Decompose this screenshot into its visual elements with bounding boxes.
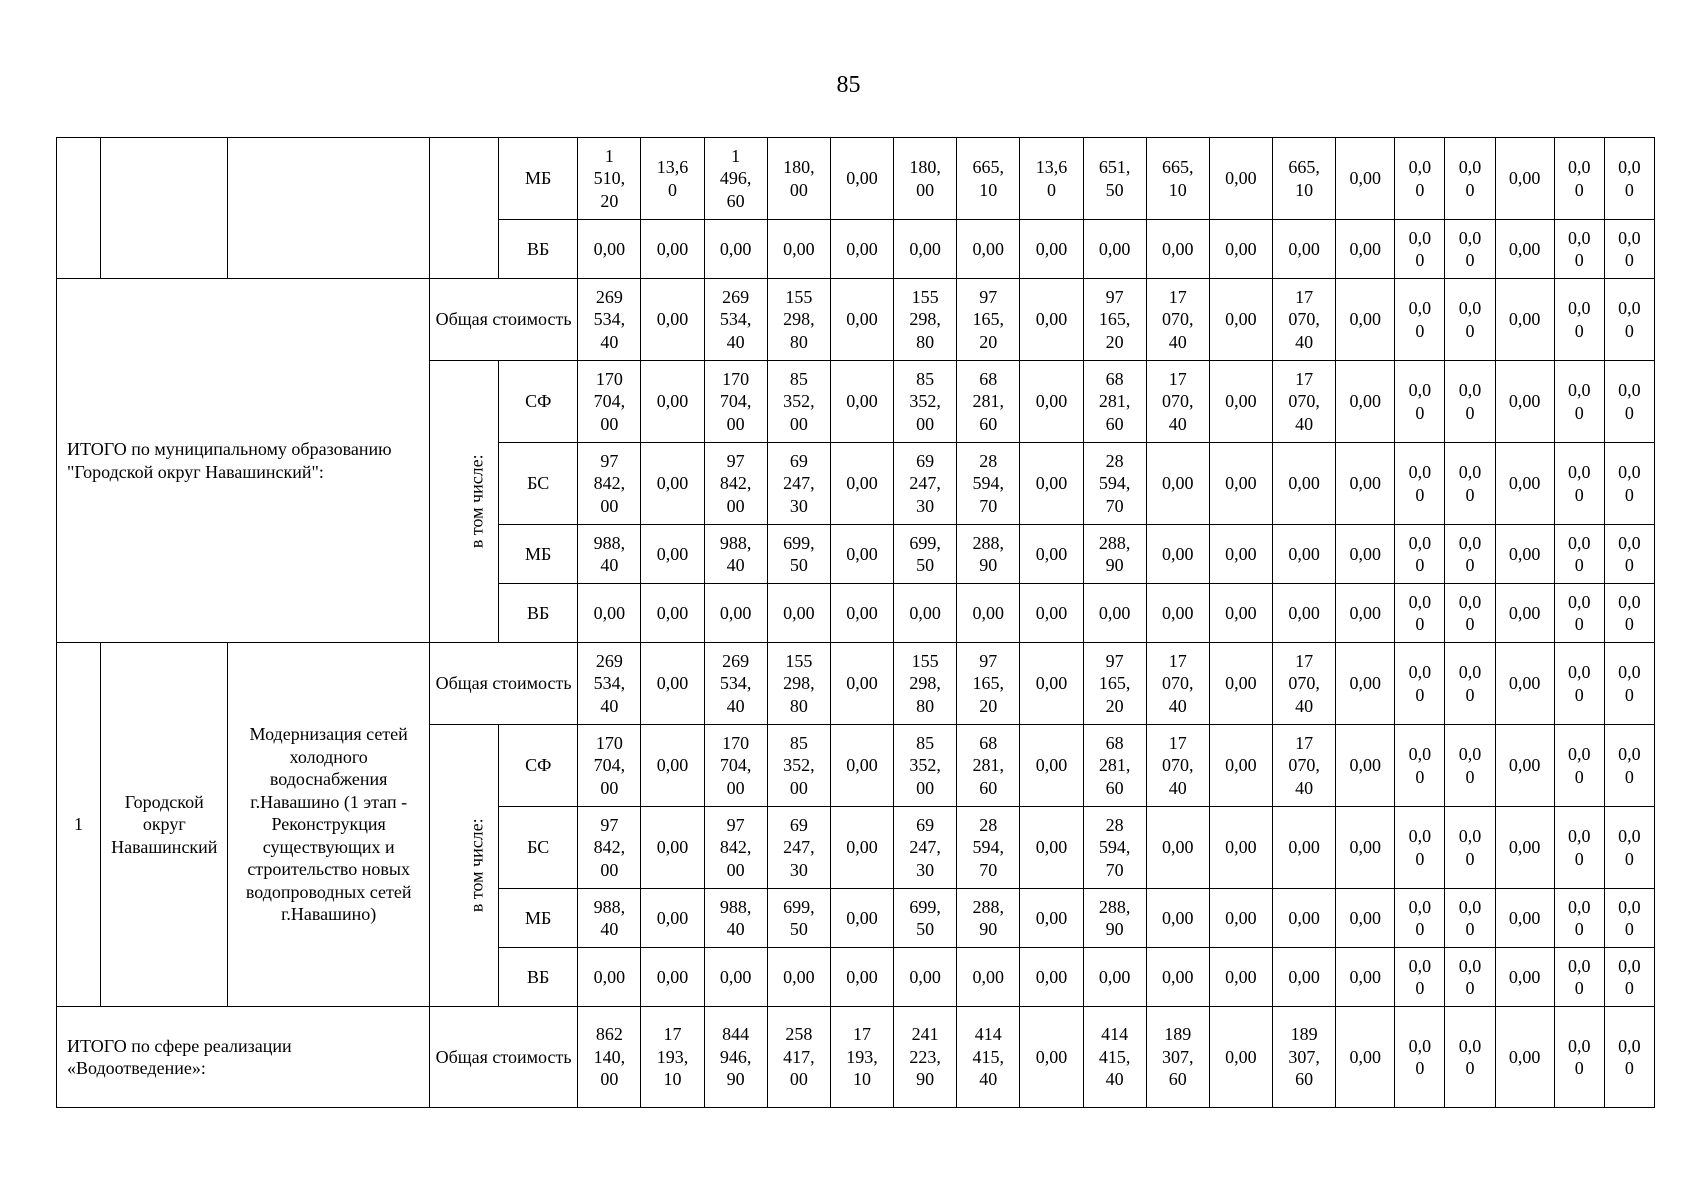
value-cell: 17 070, 40 <box>1146 725 1209 807</box>
value-cell: 0,00 <box>957 948 1020 1007</box>
value-cell: 13,6 0 <box>1020 138 1083 220</box>
value-cell: 0,00 <box>830 361 893 443</box>
value-cell: 0,0 0 <box>1604 643 1654 725</box>
value-cell: 180, 00 <box>767 138 830 220</box>
value-cell: 97 842, 00 <box>578 807 641 889</box>
value-cell: 17 070, 40 <box>1273 279 1336 361</box>
value-cell: 0,0 0 <box>1554 725 1604 807</box>
value-cell: 0,0 0 <box>1554 643 1604 725</box>
value-cell: 0,00 <box>1020 643 1083 725</box>
value-cell: 0,0 0 <box>1554 138 1604 220</box>
value-cell: 0,00 <box>641 889 704 948</box>
including-text: в том числе: <box>466 454 487 549</box>
value-cell: 0,0 0 <box>1604 584 1654 643</box>
value-cell: 0,00 <box>1495 584 1554 643</box>
value-cell: 0,0 0 <box>1604 807 1654 889</box>
value-cell: 0,00 <box>1495 443 1554 525</box>
value-cell: 97 842, 00 <box>704 443 767 525</box>
value-cell: 988, 40 <box>578 889 641 948</box>
value-cell: 189 307, 60 <box>1146 1007 1209 1108</box>
value-cell: 180, 00 <box>894 138 957 220</box>
value-cell: 28 594, 70 <box>1083 807 1146 889</box>
source-label-vb: ВБ <box>499 584 578 643</box>
value-cell: 0,00 <box>1273 525 1336 584</box>
value-cell: 0,00 <box>1336 443 1395 525</box>
value-cell: 0,00 <box>830 643 893 725</box>
value-cell: 0,00 <box>1336 948 1395 1007</box>
value-cell: 0,00 <box>1495 889 1554 948</box>
value-cell: 0,00 <box>1083 220 1146 279</box>
value-cell: 0,00 <box>1209 725 1272 807</box>
value-cell: 0,00 <box>641 584 704 643</box>
entry-number: 1 <box>57 643 101 1007</box>
value-cell: 0,00 <box>641 725 704 807</box>
source-label-sf: СФ <box>499 725 578 807</box>
value-cell: 0,00 <box>1209 584 1272 643</box>
value-cell: 0,0 0 <box>1604 361 1654 443</box>
value-cell: 0,00 <box>1336 889 1395 948</box>
value-cell: 0,00 <box>830 279 893 361</box>
value-cell: 0,0 0 <box>1395 948 1445 1007</box>
source-label-bs: БС <box>499 443 578 525</box>
table-row <box>57 1007 1655 1108</box>
value-cell: 0,00 <box>641 643 704 725</box>
value-cell: 0,0 0 <box>1604 138 1654 220</box>
value-cell: 0,0 0 <box>1445 643 1495 725</box>
value-cell: 0,00 <box>1020 220 1083 279</box>
value-cell: 699, 50 <box>894 525 957 584</box>
value-cell: 0,00 <box>1146 807 1209 889</box>
value-cell: 288, 90 <box>957 525 1020 584</box>
value-cell: 69 247, 30 <box>894 807 957 889</box>
value-cell: 17 070, 40 <box>1273 361 1336 443</box>
value-cell: 0,0 0 <box>1554 525 1604 584</box>
value-cell: 69 247, 30 <box>894 443 957 525</box>
value-cell: 414 415, 40 <box>957 1007 1020 1108</box>
value-cell: 844 946, 90 <box>704 1007 767 1108</box>
value-cell: 97 842, 00 <box>578 443 641 525</box>
entry-object: Модернизация сетей холодного водоснабжения г.Навашино (1 этап - Реконструкция существующих и строительство новых водопроводных сетей г.Навашино) <box>228 643 430 1007</box>
value-cell: 17 070, 40 <box>1273 725 1336 807</box>
value-cell: 0,00 <box>1209 279 1272 361</box>
source-label-sf: СФ <box>499 361 578 443</box>
value-cell: 0,00 <box>578 584 641 643</box>
value-cell: 0,0 0 <box>1554 443 1604 525</box>
value-cell: 68 281, 60 <box>1083 725 1146 807</box>
value-cell: 155 298, 80 <box>767 643 830 725</box>
value-cell: 97 165, 20 <box>1083 279 1146 361</box>
value-cell: 0,0 0 <box>1395 525 1445 584</box>
value-cell: 0,0 0 <box>1554 889 1604 948</box>
value-cell: 0,00 <box>1336 807 1395 889</box>
value-cell: 0,00 <box>1495 138 1554 220</box>
including-text: в том числе: <box>466 818 487 913</box>
empty-cell <box>57 138 101 279</box>
value-cell: 0,0 0 <box>1445 584 1495 643</box>
value-cell: 155 298, 80 <box>894 643 957 725</box>
value-cell: 0,00 <box>1083 584 1146 643</box>
value-cell: 0,00 <box>1146 948 1209 1007</box>
value-cell: 0,00 <box>1209 948 1272 1007</box>
value-cell: 0,00 <box>641 220 704 279</box>
value-cell: 0,00 <box>957 584 1020 643</box>
value-cell: 0,00 <box>1336 361 1395 443</box>
itogo-sphere-label: ИТОГО по сфере реализации «Водоотведение»: <box>57 1007 430 1108</box>
value-cell: 0,00 <box>1146 584 1209 643</box>
value-cell: 85 352, 00 <box>894 725 957 807</box>
value-cell: 0,0 0 <box>1604 220 1654 279</box>
value-cell: 0,00 <box>1336 525 1395 584</box>
table-row <box>57 279 1655 361</box>
value-cell: 0,00 <box>1495 643 1554 725</box>
value-cell: 665, 10 <box>957 138 1020 220</box>
value-cell: 988, 40 <box>704 889 767 948</box>
value-cell: 0,0 0 <box>1395 807 1445 889</box>
value-cell: 17 070, 40 <box>1146 361 1209 443</box>
value-cell: 0,0 0 <box>1445 361 1495 443</box>
value-cell: 0,00 <box>704 220 767 279</box>
value-cell: 0,00 <box>641 948 704 1007</box>
value-cell: 0,0 0 <box>1445 725 1495 807</box>
value-cell: 0,00 <box>1209 138 1272 220</box>
value-cell: 0,00 <box>1020 525 1083 584</box>
value-cell: 97 165, 20 <box>957 279 1020 361</box>
value-cell: 68 281, 60 <box>957 361 1020 443</box>
value-cell: 0,00 <box>830 443 893 525</box>
value-cell: 0,0 0 <box>1395 725 1445 807</box>
value-cell: 0,00 <box>830 584 893 643</box>
value-cell: 0,00 <box>704 948 767 1007</box>
value-cell: 0,00 <box>1209 807 1272 889</box>
value-cell: 0,00 <box>641 361 704 443</box>
value-cell: 170 704, 00 <box>578 361 641 443</box>
table-row <box>57 643 1655 725</box>
value-cell: 0,0 0 <box>1604 889 1654 948</box>
value-cell: 269 534, 40 <box>578 643 641 725</box>
value-cell: 97 842, 00 <box>704 807 767 889</box>
value-cell: 0,00 <box>641 279 704 361</box>
value-cell: 0,0 0 <box>1554 361 1604 443</box>
value-cell: 0,00 <box>1083 948 1146 1007</box>
value-cell: 988, 40 <box>578 525 641 584</box>
value-cell: 0,00 <box>1273 443 1336 525</box>
value-cell: 862 140, 00 <box>578 1007 641 1108</box>
value-cell: 17 193, 10 <box>641 1007 704 1108</box>
including-label <box>429 361 498 643</box>
value-cell: 17 070, 40 <box>1146 279 1209 361</box>
value-cell: 0,00 <box>1146 220 1209 279</box>
value-cell: 0,00 <box>704 584 767 643</box>
value-cell: 699, 50 <box>767 525 830 584</box>
value-cell: 0,00 <box>894 220 957 279</box>
value-cell: 17 070, 40 <box>1273 643 1336 725</box>
value-cell: 0,0 0 <box>1554 807 1604 889</box>
value-cell: 414 415, 40 <box>1083 1007 1146 1108</box>
value-cell: 0,00 <box>1336 643 1395 725</box>
value-cell: 0,00 <box>1209 361 1272 443</box>
empty-cell <box>101 138 228 279</box>
value-cell: 0,0 0 <box>1395 279 1445 361</box>
value-cell: 0,0 0 <box>1554 1007 1604 1108</box>
value-cell: 85 352, 00 <box>767 361 830 443</box>
itogo-municipal-label: ИТОГО по муниципальному образованию "Городской округ Навашинский": <box>57 279 430 643</box>
value-cell: 0,0 0 <box>1554 948 1604 1007</box>
value-cell: 1 496, 60 <box>704 138 767 220</box>
value-cell: 0,00 <box>1273 948 1336 1007</box>
value-cell: 0,0 0 <box>1395 443 1445 525</box>
value-cell: 0,0 0 <box>1554 279 1604 361</box>
source-label-mb: МБ <box>499 525 578 584</box>
page-number: 85 <box>836 72 861 98</box>
source-label-vb: ВБ <box>499 220 578 279</box>
value-cell: 0,00 <box>1020 279 1083 361</box>
value-cell: 269 534, 40 <box>704 279 767 361</box>
value-cell: 0,00 <box>641 807 704 889</box>
value-cell: 0,00 <box>1020 443 1083 525</box>
value-cell: 0,00 <box>957 220 1020 279</box>
value-cell: 0,00 <box>1336 1007 1395 1108</box>
value-cell: 170 704, 00 <box>704 725 767 807</box>
value-cell: 0,00 <box>1209 220 1272 279</box>
source-label-bs: БС <box>499 807 578 889</box>
value-cell: 0,00 <box>1146 443 1209 525</box>
value-cell: 0,00 <box>830 889 893 948</box>
value-cell: 1 510, 20 <box>578 138 641 220</box>
value-cell: 0,00 <box>1495 807 1554 889</box>
value-cell: 97 165, 20 <box>1083 643 1146 725</box>
value-cell: 0,00 <box>1495 725 1554 807</box>
value-cell: 68 281, 60 <box>957 725 1020 807</box>
value-cell: 0,00 <box>1146 889 1209 948</box>
value-cell: 0,0 0 <box>1604 948 1654 1007</box>
value-cell: 0,0 0 <box>1395 643 1445 725</box>
value-cell: 0,00 <box>1209 889 1272 948</box>
value-cell: 0,00 <box>1273 220 1336 279</box>
financing-table <box>56 137 1655 1108</box>
value-cell: 155 298, 80 <box>767 279 830 361</box>
value-cell: 0,0 0 <box>1395 220 1445 279</box>
total-cost-label: Общая стоимость <box>429 279 577 361</box>
value-cell: 0,00 <box>830 138 893 220</box>
value-cell: 0,0 0 <box>1604 443 1654 525</box>
source-label-mb: МБ <box>499 138 578 220</box>
value-cell: 0,00 <box>894 584 957 643</box>
including-label <box>429 725 498 1007</box>
value-cell: 0,00 <box>1020 948 1083 1007</box>
value-cell: 0,00 <box>1495 279 1554 361</box>
value-cell: 17 193, 10 <box>830 1007 893 1108</box>
value-cell: 0,00 <box>1495 220 1554 279</box>
value-cell: 28 594, 70 <box>957 807 1020 889</box>
value-cell: 0,00 <box>830 948 893 1007</box>
value-cell: 0,0 0 <box>1445 807 1495 889</box>
value-cell: 0,00 <box>830 525 893 584</box>
value-cell: 0,00 <box>1209 525 1272 584</box>
value-cell: 288, 90 <box>1083 525 1146 584</box>
value-cell: 170 704, 00 <box>704 361 767 443</box>
value-cell: 0,00 <box>830 220 893 279</box>
total-cost-label: Общая стоимость <box>429 643 577 725</box>
value-cell: 0,00 <box>1209 1007 1272 1108</box>
value-cell: 288, 90 <box>957 889 1020 948</box>
value-cell: 69 247, 30 <box>767 443 830 525</box>
value-cell: 0,00 <box>1020 361 1083 443</box>
value-cell: 269 534, 40 <box>704 643 767 725</box>
value-cell: 0,0 0 <box>1395 889 1445 948</box>
value-cell: 0,0 0 <box>1395 584 1445 643</box>
value-cell: 651, 50 <box>1083 138 1146 220</box>
value-cell: 665, 10 <box>1146 138 1209 220</box>
value-cell: 28 594, 70 <box>957 443 1020 525</box>
value-cell: 0,0 0 <box>1554 220 1604 279</box>
value-cell: 68 281, 60 <box>1083 361 1146 443</box>
value-cell: 97 165, 20 <box>957 643 1020 725</box>
value-cell: 0,00 <box>1336 138 1395 220</box>
value-cell: 0,00 <box>1495 1007 1554 1108</box>
value-cell: 0,00 <box>830 725 893 807</box>
value-cell: 0,0 0 <box>1395 138 1445 220</box>
entry-municipality: Городской округ Навашинский <box>101 643 228 1007</box>
value-cell: 0,00 <box>830 807 893 889</box>
value-cell: 0,00 <box>1146 525 1209 584</box>
value-cell: 988, 40 <box>704 525 767 584</box>
value-cell: 0,00 <box>641 525 704 584</box>
value-cell: 0,0 0 <box>1554 584 1604 643</box>
value-cell: 0,00 <box>1336 584 1395 643</box>
value-cell: 69 247, 30 <box>767 807 830 889</box>
total-cost-label: Общая стоимость <box>429 1007 577 1108</box>
value-cell: 0,0 0 <box>1604 525 1654 584</box>
value-cell: 28 594, 70 <box>1083 443 1146 525</box>
value-cell: 0,00 <box>1209 643 1272 725</box>
value-cell: 0,00 <box>767 584 830 643</box>
value-cell: 0,00 <box>1020 1007 1083 1108</box>
source-label-vb: ВБ <box>499 948 578 1007</box>
value-cell: 0,00 <box>767 220 830 279</box>
value-cell: 0,0 0 <box>1445 1007 1495 1108</box>
value-cell: 288, 90 <box>1083 889 1146 948</box>
value-cell: 0,00 <box>578 220 641 279</box>
value-cell: 699, 50 <box>767 889 830 948</box>
table-row <box>57 138 1655 220</box>
value-cell: 170 704, 00 <box>578 725 641 807</box>
value-cell: 665, 10 <box>1273 138 1336 220</box>
value-cell: 0,0 0 <box>1604 279 1654 361</box>
value-cell: 0,00 <box>1020 807 1083 889</box>
value-cell: 0,00 <box>1020 584 1083 643</box>
value-cell: 0,0 0 <box>1445 138 1495 220</box>
value-cell: 13,6 0 <box>641 138 704 220</box>
value-cell: 0,00 <box>1495 525 1554 584</box>
value-cell: 189 307, 60 <box>1273 1007 1336 1108</box>
value-cell: 699, 50 <box>894 889 957 948</box>
value-cell: 0,00 <box>1020 725 1083 807</box>
value-cell: 0,0 0 <box>1445 889 1495 948</box>
value-cell: 0,00 <box>578 948 641 1007</box>
value-cell: 0,00 <box>1273 889 1336 948</box>
value-cell: 0,0 0 <box>1395 361 1445 443</box>
value-cell: 241 223, 90 <box>894 1007 957 1108</box>
value-cell: 269 534, 40 <box>578 279 641 361</box>
value-cell: 0,00 <box>894 948 957 1007</box>
value-cell: 0,00 <box>1495 361 1554 443</box>
value-cell: 0,0 0 <box>1445 220 1495 279</box>
empty-cell <box>228 138 430 279</box>
value-cell: 0,0 0 <box>1604 1007 1654 1108</box>
value-cell: 0,00 <box>767 948 830 1007</box>
value-cell: 0,0 0 <box>1445 279 1495 361</box>
value-cell: 0,0 0 <box>1604 725 1654 807</box>
value-cell: 0,0 0 <box>1445 443 1495 525</box>
value-cell: 0,00 <box>1336 279 1395 361</box>
source-label-mb: МБ <box>499 889 578 948</box>
value-cell: 0,0 0 <box>1445 525 1495 584</box>
value-cell: 0,00 <box>1495 948 1554 1007</box>
value-cell: 17 070, 40 <box>1146 643 1209 725</box>
value-cell: 0,00 <box>1273 807 1336 889</box>
value-cell: 0,00 <box>641 443 704 525</box>
value-cell: 0,0 0 <box>1395 1007 1445 1108</box>
value-cell: 0,00 <box>1020 889 1083 948</box>
value-cell: 85 352, 00 <box>767 725 830 807</box>
value-cell: 0,00 <box>1336 725 1395 807</box>
value-cell: 0,00 <box>1336 220 1395 279</box>
value-cell: 0,0 0 <box>1445 948 1495 1007</box>
value-cell: 258 417, 00 <box>767 1007 830 1108</box>
value-cell: 85 352, 00 <box>894 361 957 443</box>
value-cell: 0,00 <box>1273 584 1336 643</box>
empty-cell <box>429 138 498 279</box>
value-cell: 155 298, 80 <box>894 279 957 361</box>
value-cell: 0,00 <box>1209 443 1272 525</box>
